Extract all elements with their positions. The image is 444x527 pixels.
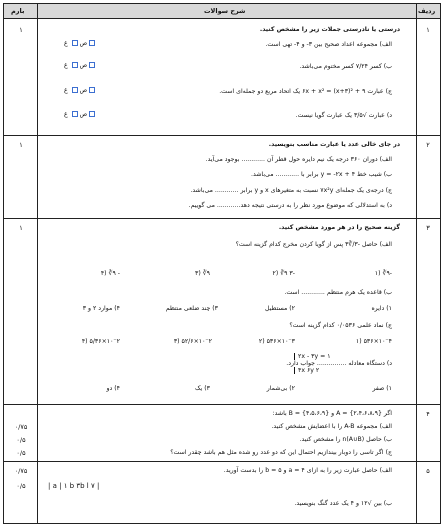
yes-label: ص: [79, 62, 88, 69]
q3-a-option-4[interactable]: ۴) ∛۹ -: [100, 270, 120, 277]
q2-item-c: ج) درجه‌ی یک جمله‌ای ۷x²y نسبت به متغیرهای x و y برابر ............ می‌باشد.: [190, 187, 392, 194]
q1-tf-d: [64, 111, 97, 118]
q3-d-option-2[interactable]: ۲) بی‌شمار: [266, 385, 295, 392]
q2-item-b: ب) شیب خط y = -۲x + ۴ برابر با ............ می‌باشد.: [251, 171, 392, 178]
yes-label: ص: [79, 111, 88, 118]
score-4c: ۰/۵: [16, 449, 26, 457]
q3-d-option-3[interactable]: ۳) یک: [195, 385, 210, 392]
yes-checkbox[interactable]: [72, 111, 78, 117]
q3-question-d: د) دستگاه معادله ............... جواب دارد.: [286, 360, 392, 367]
q1-title: درستی یا نادرستی جملات زیر را مشخص کنید.: [259, 26, 400, 33]
row-number-1: ۱: [426, 26, 430, 34]
header-score: بارم: [11, 7, 25, 15]
yes-checkbox[interactable]: [72, 40, 78, 46]
row-number-3: ۳: [426, 224, 430, 232]
q3-b-option-2[interactable]: ۲) مستطیل: [264, 305, 295, 312]
q4-intro: اگر A = {۲،۴،۶،۸،۹} و B = {۴،۵،۶،۹} باشد:: [272, 410, 392, 417]
q1-item-d: د) عبارت √۳/۵ یک عبارت گویا نیست.: [295, 112, 392, 119]
q1-item-b: ب) کسر ۷/۲۴ کسر مختوم می‌باشد.: [299, 63, 392, 70]
q3-c-option-1[interactable]: ۱) ۵۳۶×۱۰⁻۴: [355, 338, 392, 345]
q5-item-a: الف) حاصل عبارت زیر را به ازای a = ۴ و b = ۵ را بدست آورید.: [223, 467, 392, 474]
row-number-2: ۲: [426, 141, 430, 149]
q2-title: در جای خالی عدد یا عبارت مناسب بنویسید.: [268, 141, 400, 148]
no-label: غ: [64, 87, 68, 94]
score-4a: ۰/۷۵: [14, 423, 28, 431]
no-label: غ: [64, 111, 68, 118]
q3-c-option-2[interactable]: ۲) ۵۳۶×۱۰⁻۳: [258, 338, 295, 345]
q3-system-eq-1: ۲x - ۳y = ۱: [294, 353, 331, 360]
row-number-5: ۵: [426, 467, 430, 475]
q3-question-a: الف) حاصل -۳/∛۳ پس از گویا کردن مخرج کدام گزینه است؟: [235, 241, 392, 248]
q1-tf-b: [64, 62, 97, 69]
q3-d-option-4[interactable]: ۴) دو: [106, 385, 120, 392]
score-1: ۱: [19, 26, 23, 34]
q3-question-b: ب) قاعده یک هرم منتظم ............ است.: [284, 289, 392, 296]
q3-d-option-1[interactable]: ۱) صفر: [372, 385, 392, 392]
q5-expression: | ۷ ا a | ۱ b ۳b |: [48, 482, 100, 490]
header-questions: شرح سوالات: [204, 7, 246, 15]
score-4b: ۰/۵: [16, 436, 26, 444]
column-divider-score: [37, 4, 38, 523]
q3-a-option-2[interactable]: ۲) ∛۹ ۳-: [272, 270, 295, 277]
q3-b-option-3[interactable]: ۳) چند ضلعی منتظم: [165, 305, 218, 312]
no-label: غ: [64, 62, 68, 69]
q1-item-a: الف) مجموعه اعداد صحیح بین ۳- و ۴- تهی است.: [265, 41, 392, 48]
score-5a: ۰/۷۵: [14, 467, 28, 475]
score-5b: ۰/۵: [16, 482, 26, 490]
q3-b-option-4[interactable]: ۴) موارد ۲ و ۳: [82, 305, 120, 312]
no-checkbox[interactable]: [89, 62, 95, 68]
no-checkbox[interactable]: [89, 87, 95, 93]
q3-a-option-1[interactable]: ۱) ∛۹-: [374, 270, 392, 277]
q3-c-option-3[interactable]: ۳) ۵۲/۶×۱۰⁻۲: [173, 338, 212, 345]
q4-item-b: ب) حاصل n(A∪B) را مشخص کنید.: [299, 436, 392, 443]
row-divider-1: [4, 135, 440, 136]
q4-item-a: الف) مجموعه A-B را با اعضایش مشخص کنید.: [271, 423, 392, 430]
q2-item-d: د) به استدلالی که موضوع مورد نظر را به درستی نتیجه دهد............ می گوییم.: [188, 202, 392, 209]
yes-checkbox[interactable]: [72, 87, 78, 93]
q1-tf-a: [64, 40, 97, 47]
column-divider-row: [416, 4, 417, 523]
score-2: ۱: [19, 141, 23, 149]
q3-a-option-3[interactable]: ۳) ∛۹: [195, 270, 210, 277]
q3-system-eq-2: ۴x ۶y ۲: [294, 367, 319, 374]
yes-checkbox[interactable]: [72, 62, 78, 68]
yes-label: ص: [79, 87, 88, 94]
row-divider-3: [4, 404, 440, 405]
q5-item-b: ب) بین √۱۲ و ۴ یک عدد گنگ بنویسید.: [294, 500, 392, 507]
yes-label: ص: [79, 40, 88, 47]
header-row: ردیف: [418, 7, 436, 15]
q3-title: گزینه صحیح را در هر مورد مشخص کنید.: [278, 224, 400, 231]
no-checkbox[interactable]: [89, 111, 95, 117]
row-divider-4: [4, 461, 440, 462]
no-checkbox[interactable]: [89, 40, 95, 46]
q1-item-c: ج) عبارت ۹ + ۶x + x² = (x+۳)² یک اتحاد مربع دو جمله‌ای است.: [219, 88, 392, 95]
exam-sheet: [3, 3, 441, 524]
row-number-4: ۴: [426, 410, 430, 418]
q1-tf-c: [64, 87, 97, 94]
q4-item-c: ج) اگر تاسی را دوبار بیندازیم احتمال این که دو عدد رو شده مثل هم باشد چقدر است؟: [170, 449, 392, 456]
no-label: غ: [64, 40, 68, 47]
score-3: ۱: [19, 224, 23, 232]
q2-item-a: الف) دوران ۳۶۰ درجه یک نیم دایره حول قطر آن ............ بوجود می‌آید.: [205, 156, 392, 163]
row-divider-2: [4, 218, 440, 219]
q3-b-option-1[interactable]: ۱) دایره: [371, 305, 392, 312]
q3-c-option-4[interactable]: ۴) ۵/۳۶×۱۰⁻۲: [81, 338, 120, 345]
q3-question-c: ج) نماد علمی ۰/۰۵۳۶ کدام گزینه است؟: [289, 322, 392, 329]
